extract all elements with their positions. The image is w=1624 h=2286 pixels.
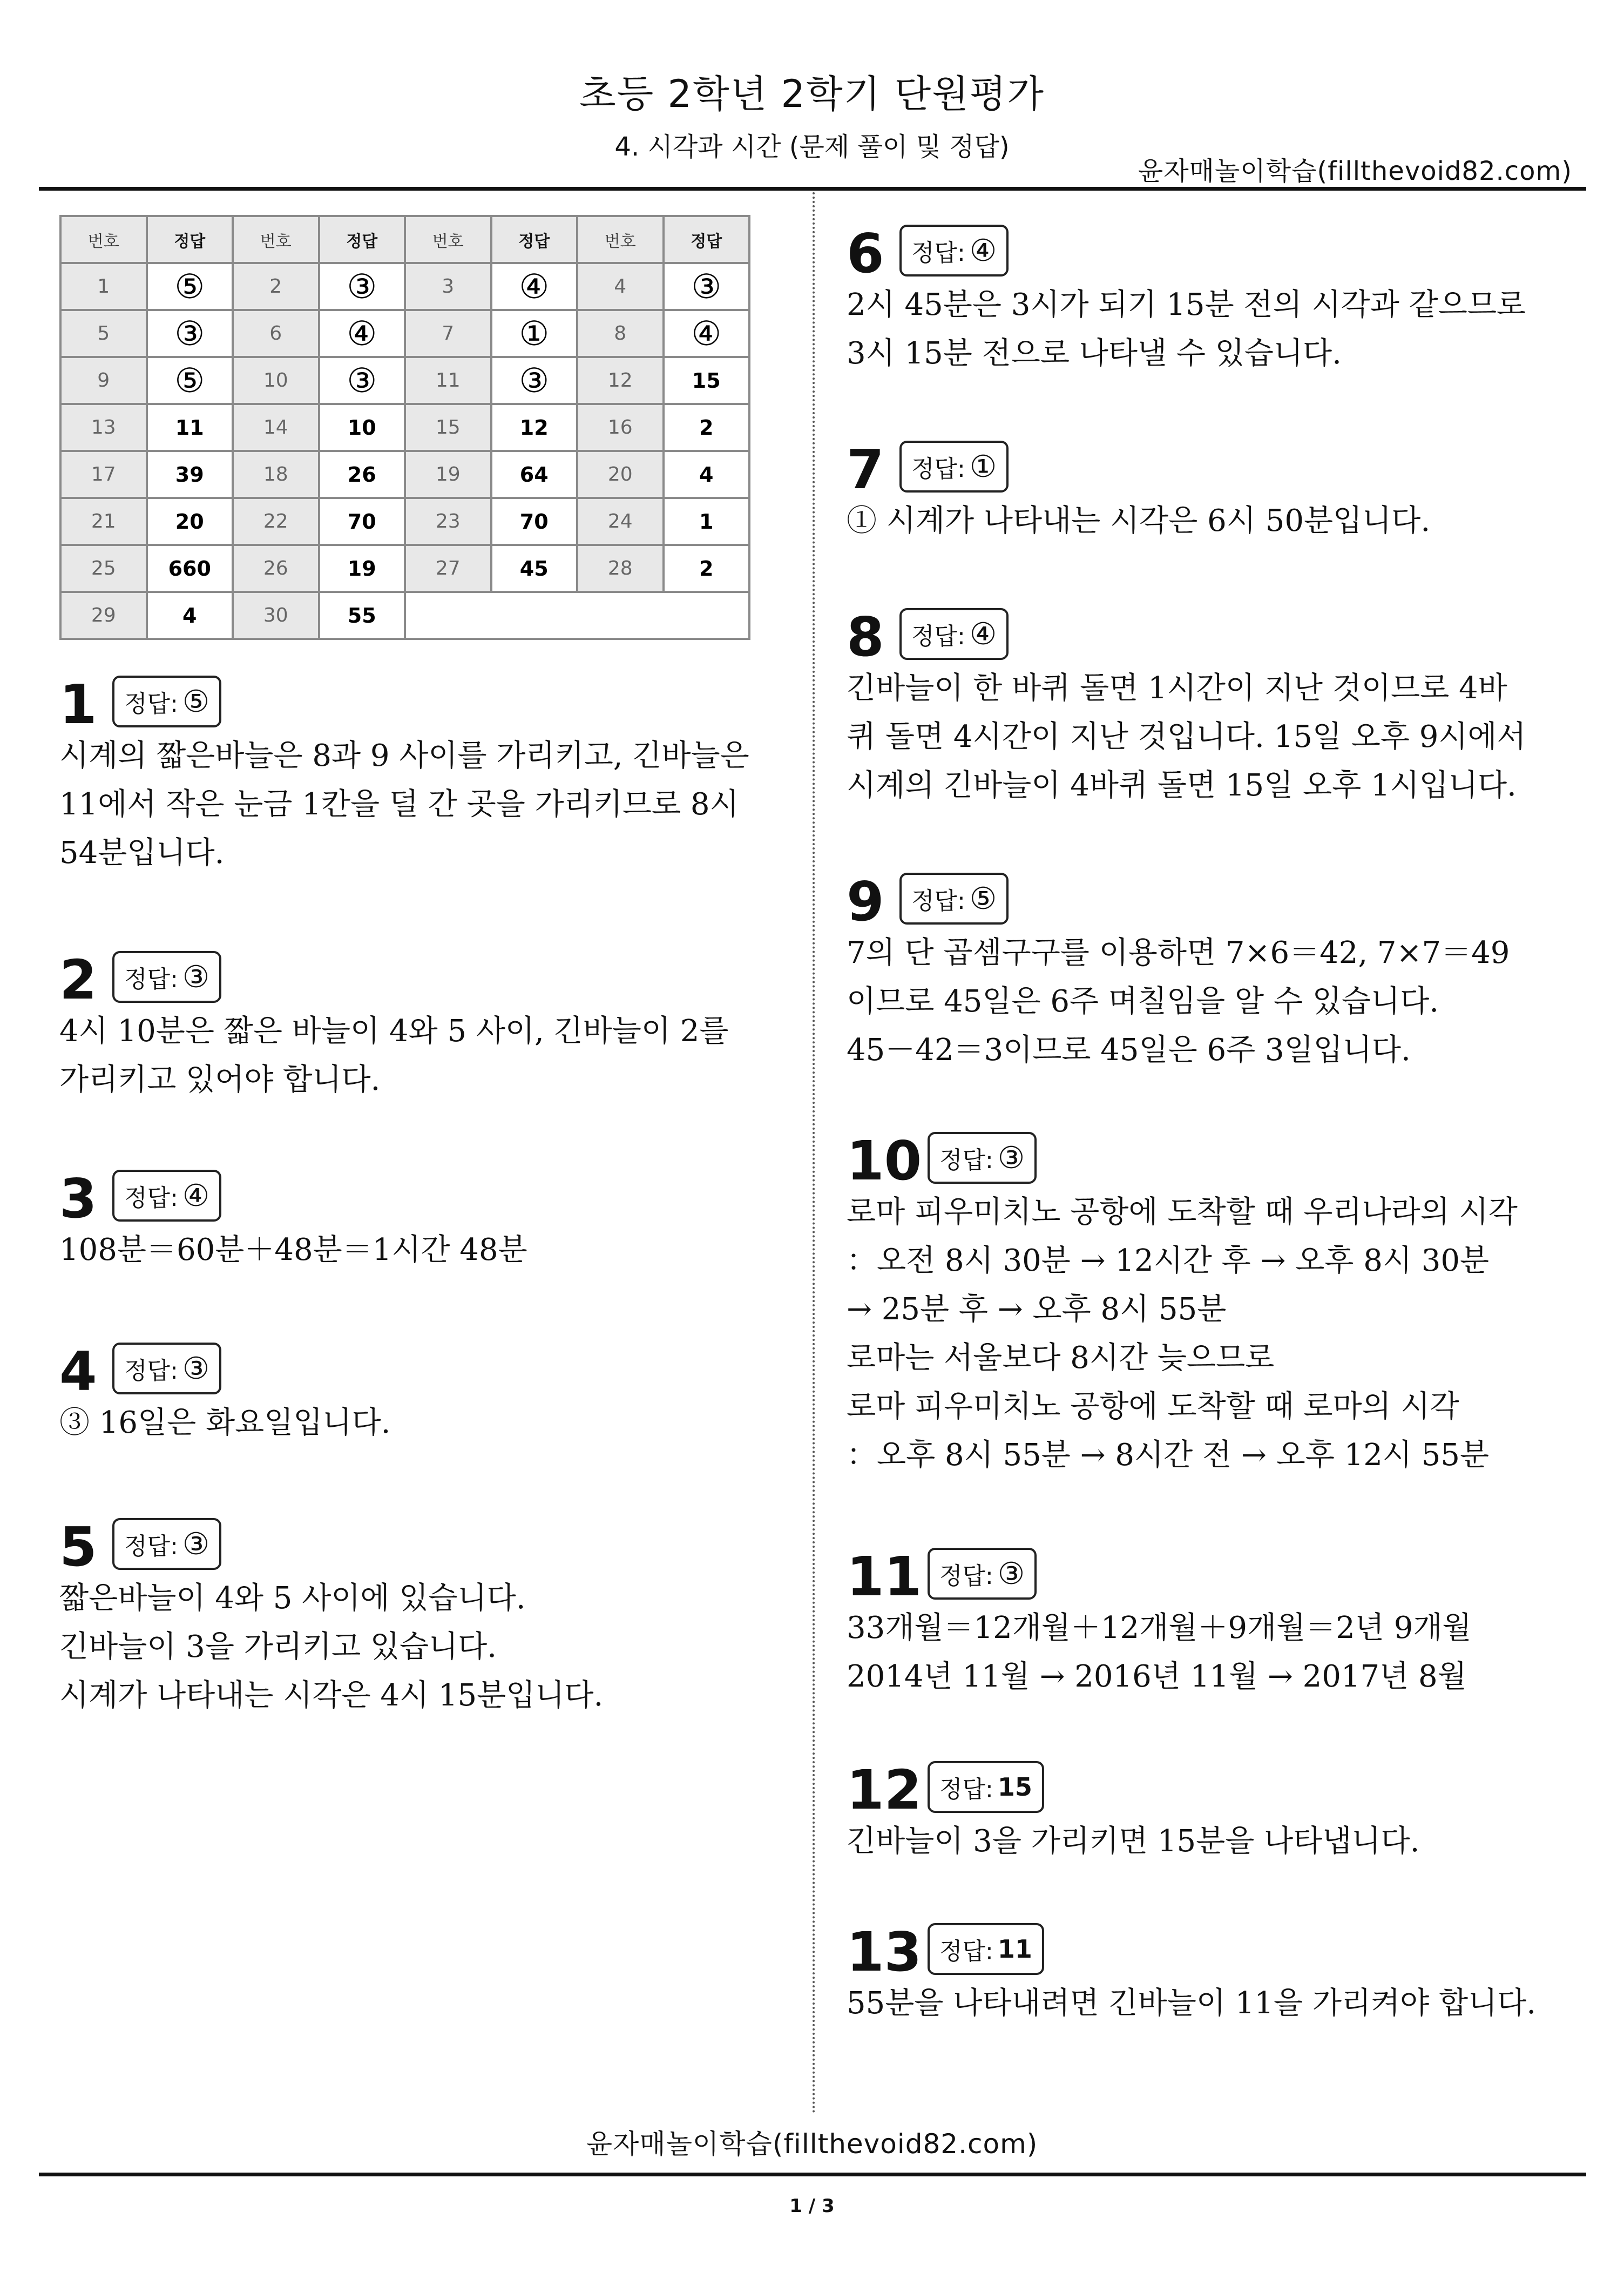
- answer-badge: [899, 441, 1009, 493]
- solution-line: 긴바늘이 3을 가리키고 있습니다.: [59, 1629, 497, 1664]
- solution-line: 2시 45분은 3시가 되기 15분 전의 시각과 같으므로: [847, 287, 1526, 322]
- answer-label: 정답:: [124, 966, 178, 993]
- answer-badge: [899, 873, 1009, 925]
- question-number-cell: 22: [233, 498, 319, 545]
- answer-cell: ③: [491, 357, 578, 404]
- solution-line: 가리키고 있어야 합니다.: [59, 1062, 381, 1097]
- problem-3: [59, 1161, 761, 1275]
- question-number-cell: 26: [233, 545, 319, 592]
- answer-label: 정답:: [939, 1938, 993, 1965]
- answer-cell: 39: [147, 451, 233, 498]
- answer-table-row: [60, 263, 749, 310]
- problem-header: [847, 1752, 1548, 1822]
- solution-line: 7의 단 곱셈구구를 이용하면 7×6＝42, 7×7＝49: [847, 935, 1510, 970]
- answer-value: ③: [182, 959, 210, 995]
- question-number-cell: 3: [405, 263, 491, 310]
- solution-line: 시계의 짧은바늘은 8과 9 사이를 가리키고, 긴바늘은: [59, 738, 749, 773]
- answer-table-row: [60, 451, 749, 498]
- solution-line: 긴바늘이 3을 가리키면 15분을 나타냅니다.: [847, 1824, 1420, 1859]
- problem-number: 7: [847, 438, 884, 501]
- question-number-cell: 10: [233, 357, 319, 404]
- answer-value: ⑤: [182, 684, 210, 719]
- question-number-cell: 6: [233, 310, 319, 357]
- page-number: 1 / 3: [789, 2195, 835, 2217]
- answer-value: ④: [182, 1178, 210, 1213]
- answer-table-header: [60, 216, 749, 263]
- answer-label: 정답:: [911, 455, 965, 483]
- problem-header: [847, 1123, 1548, 1192]
- problem-header: [59, 667, 761, 736]
- answer-cell: ③: [319, 263, 405, 310]
- answer-cell: ③: [319, 357, 405, 404]
- answer-cell: ④: [491, 263, 578, 310]
- problem-header: [847, 599, 1548, 669]
- question-number-cell: 30: [233, 592, 319, 639]
- problem-6: [847, 216, 1548, 378]
- answer-cell: ③: [664, 263, 750, 310]
- answer-badge: [112, 1170, 221, 1222]
- question-number-cell: 4: [577, 263, 664, 310]
- answer-label: 정답:: [939, 1562, 993, 1590]
- question-number-cell: 20: [577, 451, 664, 498]
- answer-badge: [928, 1132, 1037, 1184]
- answer-value: ③: [182, 1351, 210, 1386]
- answer-cell: 11: [147, 404, 233, 451]
- question-number-cell: 29: [60, 592, 147, 639]
- answer-table-row: [60, 592, 749, 639]
- problem-9: [847, 864, 1548, 1075]
- question-number-cell: 5: [60, 310, 147, 357]
- header-brand: 윤자매놀이학습(fillthevoid82.com): [1138, 156, 1572, 186]
- header-number-cell: 번호: [233, 216, 319, 263]
- solution-line: 로마는 서울보다 8시간 늦으므로: [847, 1340, 1275, 1375]
- solution-line: 11에서 작은 눈금 1칸을 덜 간 곳을 가리키므로 8시: [59, 787, 739, 822]
- answer-cell: 12: [491, 404, 578, 451]
- problem-2: [59, 942, 761, 1104]
- solution-line: 로마 피우미치노 공항에 도착할 때 로마의 시각: [847, 1389, 1459, 1424]
- answer-table-row: [60, 357, 749, 404]
- solution-line: 시계의 긴바늘이 4바퀴 돌면 15일 오후 1시입니다.: [847, 768, 1517, 803]
- question-number-cell: 21: [60, 498, 147, 545]
- answer-cell: 1: [664, 498, 750, 545]
- solution-line: 짧은바늘이 4와 5 사이에 있습니다.: [59, 1581, 526, 1616]
- answer-cell: 20: [147, 498, 233, 545]
- answer-cell: ④: [319, 310, 405, 357]
- problem-12: [847, 1752, 1548, 1866]
- solution-line: 33개월＝12개월＋12개월＋9개월＝2년 9개월: [847, 1610, 1472, 1646]
- answer-badge: [112, 1343, 221, 1394]
- answer-table: [59, 215, 750, 640]
- header-number-cell: 번호: [405, 216, 491, 263]
- problem-number: 10: [847, 1129, 922, 1192]
- header-number-cell: 번호: [60, 216, 147, 263]
- solution-line: ：오전 8시 30분 → 12시간 후 → 오후 8시 30분: [847, 1243, 1490, 1278]
- problem-number: 1: [59, 673, 97, 736]
- problem-1: [59, 667, 761, 878]
- question-number-cell: 1: [60, 263, 147, 310]
- header-rule: [39, 187, 1586, 191]
- page-subtitle: 4. 시각과 시간 (문제 풀이 및 정답): [614, 132, 1010, 162]
- answer-cell: ④: [664, 310, 750, 357]
- header-number-cell: 번호: [577, 216, 664, 263]
- answer-table-row: [60, 498, 749, 545]
- answer-value: ⑤: [969, 881, 997, 916]
- question-number-cell: 2: [233, 263, 319, 310]
- answer-cell: 70: [491, 498, 578, 545]
- question-number-cell: 16: [577, 404, 664, 451]
- problem-5: [59, 1509, 761, 1720]
- answer-value: ③: [997, 1140, 1025, 1176]
- answer-value: ①: [969, 449, 997, 484]
- solution-line: 108분＝60분＋48분＝1시간 48분: [59, 1232, 527, 1267]
- solution-line: 54분입니다.: [59, 835, 225, 871]
- answer-cell: ①: [491, 310, 578, 357]
- question-number-cell: 24: [577, 498, 664, 545]
- problem-7: [847, 432, 1548, 545]
- answer-cell: 15: [664, 357, 750, 404]
- answer-label: 정답:: [911, 623, 965, 650]
- header-answer-cell: 정답: [147, 216, 233, 263]
- problem-header: [847, 864, 1548, 933]
- question-number-cell: 8: [577, 310, 664, 357]
- problem-header: [847, 432, 1548, 501]
- question-number-cell: 19: [405, 451, 491, 498]
- question-number-cell: 14: [233, 404, 319, 451]
- problem-header: [59, 1161, 761, 1230]
- problem-10: [847, 1123, 1548, 1480]
- answer-cell: 45: [491, 545, 578, 592]
- answer-cell: ③: [147, 310, 233, 357]
- footer-brand: 윤자매놀이학습(fillthevoid82.com): [586, 2128, 1038, 2160]
- problem-8: [847, 599, 1548, 810]
- answer-label: 정답:: [124, 690, 178, 718]
- solution-line: → 25분 후 → 오후 8시 55분: [847, 1292, 1227, 1327]
- answer-cell: 55: [319, 592, 405, 639]
- answer-cell: 70: [319, 498, 405, 545]
- problem-number: 13: [847, 1920, 922, 1984]
- question-number-cell: 25: [60, 545, 147, 592]
- solution-line: ③ 16일은 화요일입니다.: [59, 1405, 391, 1440]
- answer-cell: 2: [664, 545, 750, 592]
- solution-line: 로마 피우미치노 공항에 도착할 때 우리나라의 시각: [847, 1195, 1518, 1230]
- problem-header: [847, 216, 1548, 285]
- answer-badge: [899, 225, 1009, 277]
- answer-badge: [112, 676, 221, 727]
- solution-line: 2014년 11월 → 2016년 11월 → 2017년 8월: [847, 1659, 1467, 1694]
- problem-number: 2: [59, 948, 97, 1011]
- answer-cell: 26: [319, 451, 405, 498]
- answer-cell: 64: [491, 451, 578, 498]
- problem-number: 6: [847, 222, 884, 285]
- solution-line: 긴바늘이 한 바퀴 돌면 1시간이 지난 것이므로 4바: [847, 671, 1507, 706]
- solution-line: 45－42＝3이므로 45일은 6주 3일입니다.: [847, 1033, 1411, 1068]
- answer-cell: ⑤: [147, 357, 233, 404]
- answer-badge: [928, 1548, 1037, 1600]
- solution-line: 55분을 나타내려면 긴바늘이 11을 가리켜야 합니다.: [847, 1986, 1537, 2021]
- answer-table-row: [60, 545, 749, 592]
- question-number-cell: 9: [60, 357, 147, 404]
- answer-badge: [112, 951, 221, 1003]
- answer-badge: [899, 608, 1009, 660]
- answer-label: 정답:: [124, 1533, 178, 1560]
- answer-cell: 19: [319, 545, 405, 592]
- answer-value: ④: [969, 233, 997, 268]
- answer-value: 11: [997, 1934, 1032, 1964]
- question-number-cell: 15: [405, 404, 491, 451]
- solution-line: ① 시계가 나타내는 시각은 6시 50분입니다.: [847, 503, 1431, 538]
- question-number-cell: 11: [405, 357, 491, 404]
- solution-line: 3시 15분 전으로 나타낼 수 있습니다.: [847, 336, 1342, 371]
- answer-cell: 4: [664, 451, 750, 498]
- solution-line: 4시 10분은 짧은 바늘이 4와 5 사이, 긴바늘이 2를: [59, 1014, 729, 1049]
- solution-line: ：오후 8시 55분 → 8시간 전 → 오후 12시 55분: [847, 1438, 1490, 1473]
- solution-line: 퀴 돌면 4시간이 지난 것입니다. 15일 오후 9시에서: [847, 719, 1526, 754]
- header-answer-cell: 정답: [319, 216, 405, 263]
- solution-line: 시계가 나타내는 시각은 4시 15분입니다.: [59, 1678, 604, 1713]
- answer-value: ③: [997, 1556, 1025, 1592]
- answer-label: 정답:: [911, 887, 965, 915]
- question-number-cell: 28: [577, 545, 664, 592]
- answer-cell: ⑤: [147, 263, 233, 310]
- answer-label: 정답:: [939, 1147, 993, 1174]
- answer-badge: [112, 1518, 221, 1570]
- problem-13: [847, 1914, 1548, 2028]
- answer-value: ④: [969, 616, 997, 652]
- answer-label: 정답:: [939, 1776, 993, 1803]
- problem-11: [847, 1539, 1548, 1701]
- column-divider: [813, 192, 815, 2115]
- answer-value: ③: [182, 1526, 210, 1562]
- header-answer-cell: 정답: [491, 216, 578, 263]
- answer-cell: 4: [147, 592, 233, 639]
- answer-cell: 10: [319, 404, 405, 451]
- page-title: 초등 2학년 2학기 단원평가: [579, 72, 1045, 116]
- answer-label: 정답:: [124, 1184, 178, 1212]
- problem-number: 4: [59, 1340, 97, 1403]
- question-number-cell: 17: [60, 451, 147, 498]
- answer-table-row: [60, 310, 749, 357]
- problem-4: [59, 1334, 761, 1447]
- answer-table-row: [60, 404, 749, 451]
- answer-badge: [928, 1761, 1044, 1813]
- answer-cell: 660: [147, 545, 233, 592]
- problem-number: 8: [847, 605, 884, 669]
- answer-label: 정답:: [124, 1357, 178, 1385]
- problem-header: [59, 1509, 761, 1579]
- problem-number: 12: [847, 1758, 922, 1822]
- problem-number: 5: [59, 1515, 97, 1579]
- problem-number: 3: [59, 1167, 97, 1230]
- problem-header: [847, 1914, 1548, 1984]
- answer-label: 정답:: [911, 239, 965, 267]
- answer-cell: 2: [664, 404, 750, 451]
- problem-number: 9: [847, 870, 884, 933]
- empty-cell: [405, 592, 749, 639]
- footer-rule: [39, 2173, 1586, 2176]
- problem-header: [59, 1334, 761, 1403]
- problem-number: 11: [847, 1545, 922, 1608]
- question-number-cell: 18: [233, 451, 319, 498]
- question-number-cell: 23: [405, 498, 491, 545]
- header-answer-cell: 정답: [664, 216, 750, 263]
- question-number-cell: 7: [405, 310, 491, 357]
- question-number-cell: 13: [60, 404, 147, 451]
- solution-line: 이므로 45일은 6주 며칠임을 알 수 있습니다.: [847, 984, 1439, 1019]
- question-number-cell: 27: [405, 545, 491, 592]
- problem-header: [847, 1539, 1548, 1608]
- answer-value: 15: [997, 1772, 1032, 1802]
- problem-header: [59, 942, 761, 1011]
- question-number-cell: 12: [577, 357, 664, 404]
- answer-badge: [928, 1923, 1044, 1975]
